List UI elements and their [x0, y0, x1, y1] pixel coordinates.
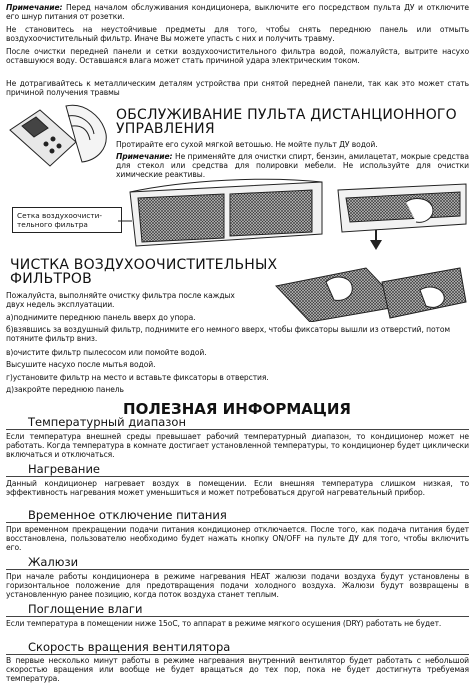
filter-step-d: г)установите фильтр на место и вставьте фиксаторы в отверстия. [6, 373, 269, 382]
section-heading-dehumidification: Поглощение влаги [28, 602, 143, 616]
intro-paragraph-2: После очистки передней панели и сетки воздухоочистительного фильтра водой, пожалуйста, вытрите насухо оставшуюся воду. Оставшаяся влага может стать причиной удара электрическим током. [6, 47, 469, 65]
callout-line-2: тельного фильтра [17, 220, 88, 229]
section-heading-fan-speed: Скорость вращения вентилятора [28, 640, 231, 654]
filter-step-b: б)взявшись за воздушный фильтр, поднимите его немного вверх, чтобы фиксаторы вышли из отверстий, потом потяните фильтр вниз. [6, 325, 451, 343]
filter-mesh-callout [12, 207, 122, 233]
filter-step-e: д)закройте переднюю панель [6, 385, 124, 394]
filter-step-c2: Высушите насухо после мытья водой. [6, 360, 156, 369]
remote-section-title [116, 108, 457, 136]
section-text-fan-speed: В первые несколько минут работы в режиме нагревания внутренний вентилятор будет работать с небольшой скоростью вращения или вообще не будет вращаться до тех пор, пока не будет достигнута требуемая температура. [6, 656, 469, 683]
intro-note [6, 3, 469, 21]
remote-control-illustration [6, 100, 116, 172]
section-heading-power-outage: Временное отключение питания [28, 508, 227, 522]
filter-title-line-1: ЧИСТКА ВОЗДУХООЧИСТИТЕЛЬНЫХ [10, 257, 278, 273]
note-label: Примечание: [6, 3, 63, 12]
filter-step-a: а)поднимите переднюю панель вверх до упора. [6, 313, 196, 322]
filter-cleaning-illustration [270, 262, 470, 322]
section-heading-louvers: Жалюзи [28, 555, 79, 569]
section-text-heating: Данный кондиционер нагревает воздух в помещении. Если внешняя температура слишком низкая, то эффективность нагревания может уменьшиться и может потребоваться другой нагревательный прибор. [6, 479, 469, 497]
section-text-temperature-range: Если температура внешней среды превышает рабочий температурный диапазон, то кондиционер может не работать. Когда температура в комнате достигает установленной температуры, то кондиционер будет циклически включаться и отключаться. [6, 432, 469, 459]
divider [6, 654, 469, 655]
intro-paragraph-1: Не становитесь на неустойчивые предметы для того, чтобы снять переднюю панель или отмыть воздухоочистительный фильтр. Иначе Вы можете упасть с них и получить травму. [6, 25, 469, 43]
section-heading-heating: Нагревание [28, 462, 101, 476]
remote-title-line-2: УПРАВЛЕНИЯ [116, 121, 215, 137]
ac-filter-removal-illustration [336, 180, 470, 254]
section-text-dehumidification: Если температура в помещении ниже 15оС, то аппарат в режиме мягкого осушения (DRY) работать не будет. [6, 619, 442, 628]
remote-care-text: Протирайте его сухой мягкой ветошью. Не мойте пульт ДУ водой. [116, 140, 378, 149]
section-text-louvers: При начале работы кондиционера в режиме нагревания HEAT жалюзи подачи воздуха будут установлены в горизонтальное положение для предотвращения подачи холодного воздуха. Жалюзи будут возвращены в установленную ранее позицию, когда поток воздуха станет теплым. [6, 572, 469, 599]
filter-intro: Пожалуйста, выполняйте очистку фильтра после каждых двух недель эксплуатации. [6, 291, 235, 309]
callout-pointer [118, 218, 132, 224]
remote-note-label: Примечание: [116, 152, 173, 161]
section-heading-temperature-range: Температурный диапазон [28, 415, 186, 429]
divider [6, 569, 469, 570]
divider [6, 522, 469, 523]
filter-step-c: в)очистите фильтр пылесосом или помойте водой. [6, 348, 207, 357]
divider [6, 429, 469, 430]
divider [6, 476, 469, 477]
remote-note [116, 152, 469, 179]
section-text-power-outage: При временном прекращении подачи питания кондиционер отключается. После того, как подача питания будет восстановлена, пользователю необходимо будет нажать кнопку ON/OFF на пульте ДУ для того, чтобы включить его. [6, 525, 469, 552]
callout-line-1: Сетка воздухоочисти- [17, 211, 102, 220]
remote-title-line-1: ОБСЛУЖИВАНИЕ ПУЛЬТА ДИСТАНЦИОННОГО [116, 107, 457, 123]
intro-paragraph-3: Не дотрагивайтесь к металлическим деталям устройства при снятой передней панели, так как это может стать причиной получения травмы [6, 79, 469, 97]
ac-filter-illustration [126, 178, 326, 250]
filter-section-title [10, 258, 277, 286]
useful-info-title: ПОЛЕЗНАЯ ИНФОРМАЦИЯ [123, 400, 351, 418]
divider [6, 616, 469, 617]
remote-note-text: Не применяйте для очистки спирт, бензин, амилацетат, мокрые средства для стекол или средства для полировки мебели. Не используйте для очистки химические реактивы. [116, 152, 469, 179]
note-text: Перед началом обслуживания кондиционера, выключите его посредством пульта ДУ и отключите его шнур питания от розетки. [6, 3, 469, 21]
filter-title-line-2: ФИЛЬТРОВ [10, 271, 92, 287]
